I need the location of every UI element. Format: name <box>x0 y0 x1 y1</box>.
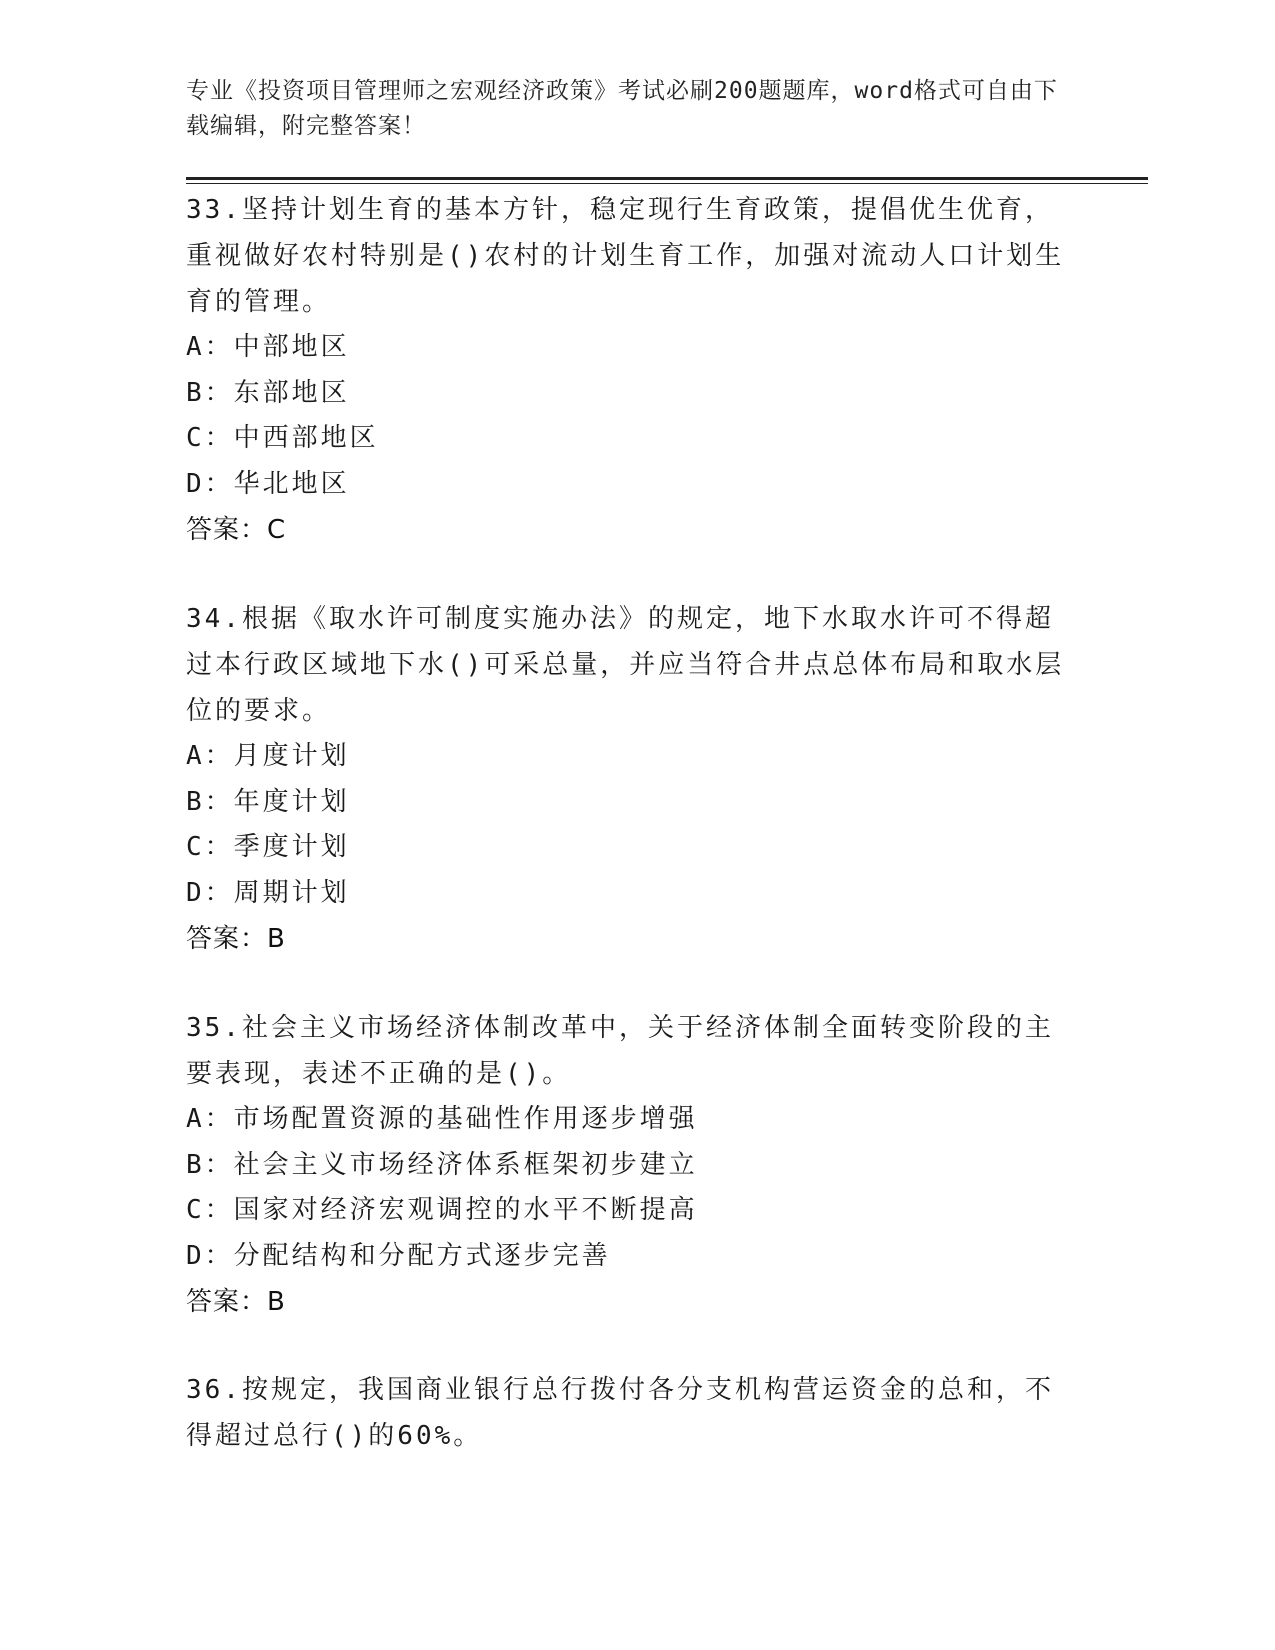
option-d: D：华北地区 <box>186 468 350 499</box>
header-divider-thin <box>186 183 1148 184</box>
answer-line: 答案：C <box>186 515 287 545</box>
question-35 <box>186 1005 1076 1325</box>
option-b: B：年度计划 <box>186 786 350 817</box>
question-34 <box>186 596 1076 962</box>
question-stem: 34.根据《取水许可制度实施办法》的规定，地下水取水许可不得超过本行政区域地下水()可采总量，并应当符合井点总体布局和取水层位的要求。 <box>186 604 1065 726</box>
option-c: C：国家对经济宏观调控的水平不断提高 <box>186 1195 698 1225</box>
question-stem: 35.社会主义市场经济体制改革中，关于经济体制全面转变阶段的主要表现，表述不正确的是()。 <box>186 1013 1054 1089</box>
option-c: C：季度计划 <box>186 832 350 862</box>
option-a: A：中部地区 <box>186 332 350 362</box>
question-stem: 33.坚持计划生育的基本方针，稳定现行生育政策，提倡优生优育，重视做好农村特别是()农村的计划生育工作，加强对流动人口计划生育的管理。 <box>186 195 1065 317</box>
answer-line: 答案：B <box>186 1287 286 1317</box>
document-header: 专业《投资项目管理师之宏观经济政策》考试必刷200题题库，word格式可自由下载编辑，附完整答案！ <box>186 78 1058 139</box>
answer-line: 答案：B <box>186 924 286 954</box>
option-b: B：社会主义市场经济体系框架初步建立 <box>186 1149 698 1180</box>
option-a: A：月度计划 <box>186 741 350 771</box>
header-divider-thick <box>186 177 1148 180</box>
option-d: D：周期计划 <box>186 877 350 908</box>
question-stem: 36.按规定，我国商业银行总行拨付各分支机构营运资金的总和，不得超过总行()的60%。 <box>186 1375 1054 1451</box>
question-36 <box>186 1367 1076 1459</box>
option-d: D：分配结构和分配方式逐步完善 <box>186 1240 611 1271</box>
question-33 <box>186 187 1076 553</box>
option-b: B：东部地区 <box>186 377 350 408</box>
option-c: C：中西部地区 <box>186 423 379 453</box>
option-a: A：市场配置资源的基础性作用逐步增强 <box>186 1104 698 1134</box>
